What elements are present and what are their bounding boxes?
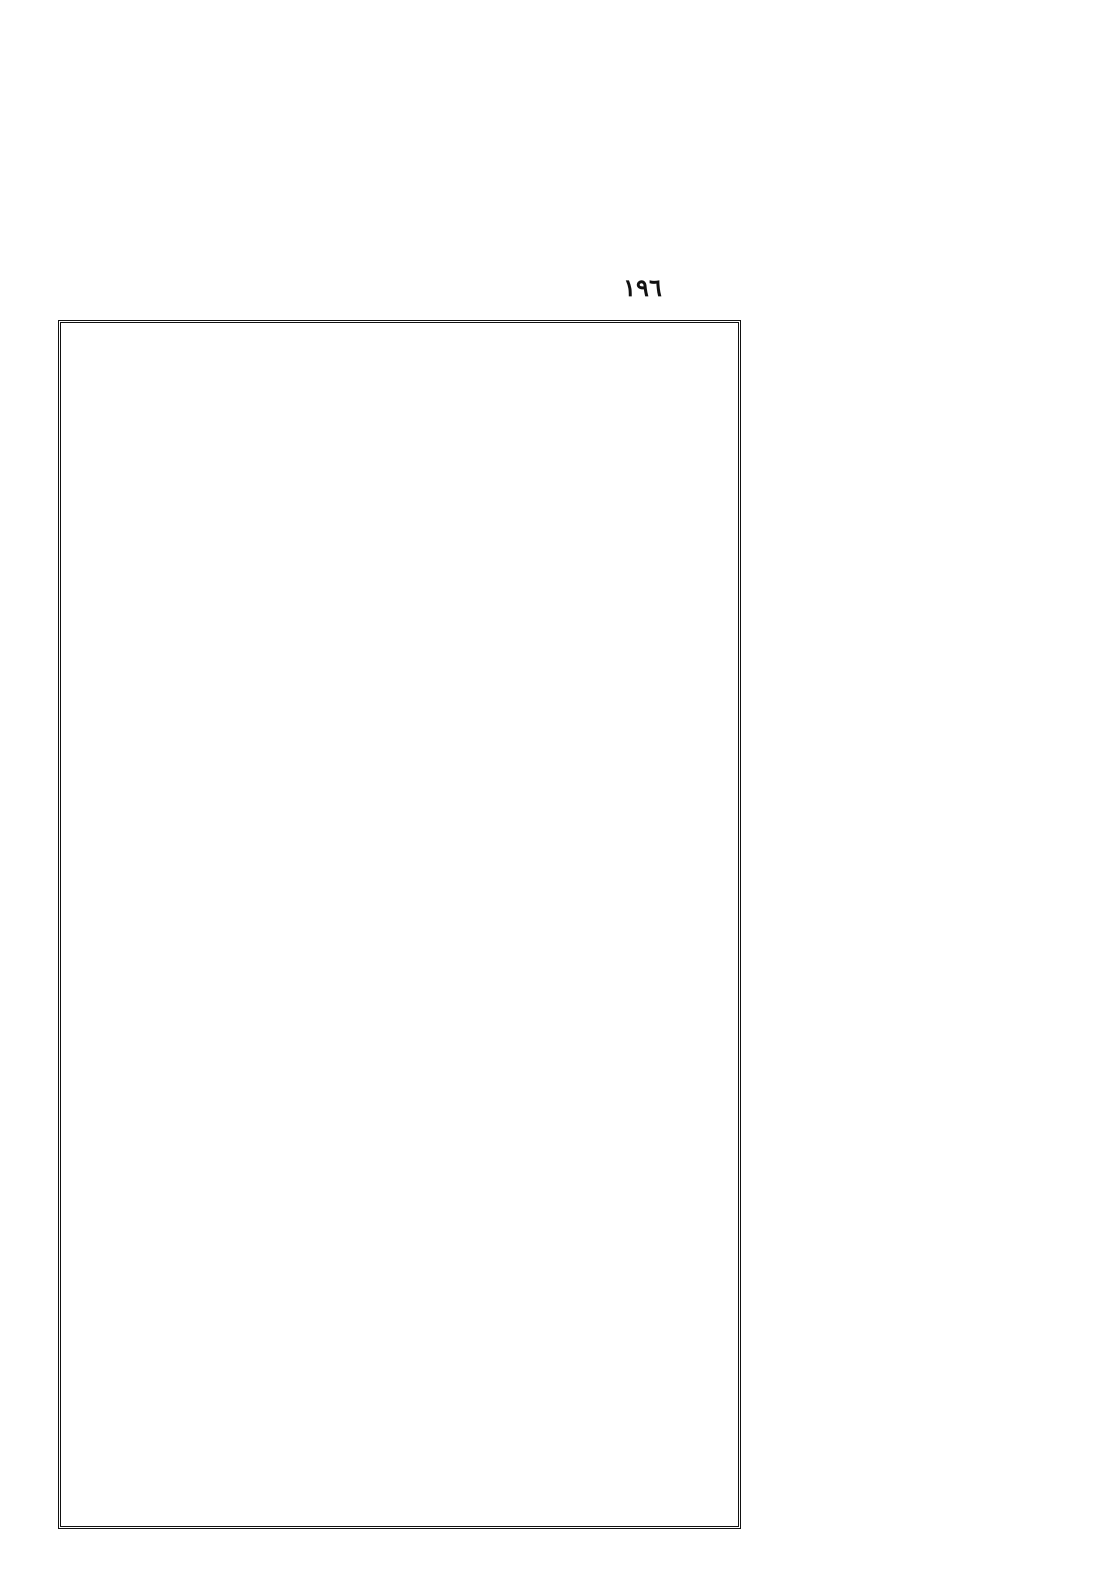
outer-text-bottom <box>72 1535 1042 1575</box>
page-number: ١٩٦ <box>623 273 662 302</box>
main-text-box <box>58 320 741 1529</box>
outer-text-top <box>72 48 1042 310</box>
side-text-column <box>752 320 1042 1540</box>
